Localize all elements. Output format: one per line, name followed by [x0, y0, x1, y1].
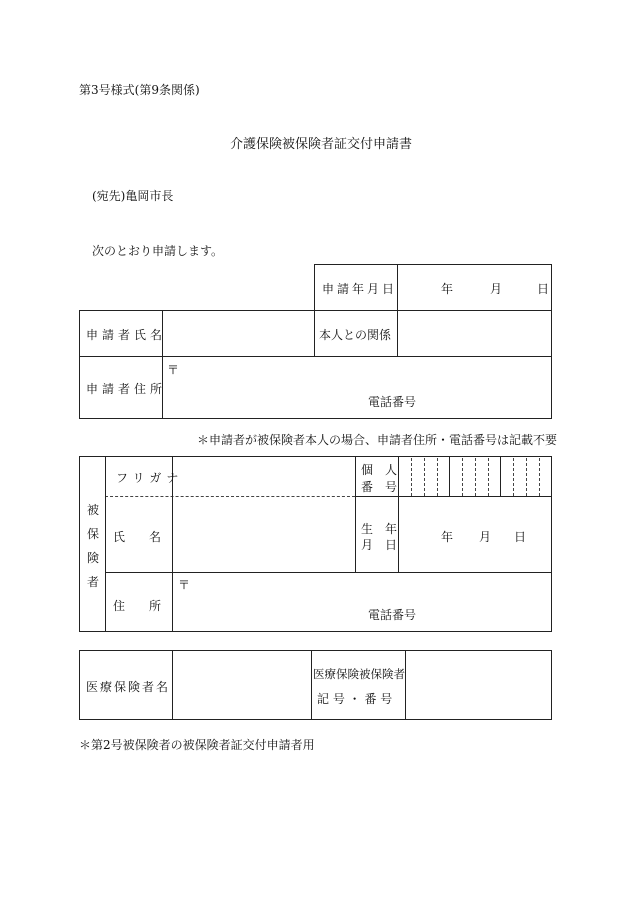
insured-label: 被保険者: [86, 503, 99, 589]
application-date-month: 月: [490, 282, 503, 296]
intro-text: 次のとおり申請します。: [92, 244, 224, 258]
furigana-field[interactable]: [178, 460, 350, 492]
insurer-name-field[interactable]: [178, 654, 306, 716]
applicant-name-label: 申請者氏名: [86, 328, 167, 342]
personal-number-label-2: 番 号: [361, 480, 398, 494]
insured-postal-mark: 〒: [178, 578, 191, 592]
addressee: (宛先)亀岡市長: [92, 189, 174, 203]
postal-mark: 〒: [167, 363, 180, 377]
personal-number-label-1: 個 人: [361, 463, 398, 477]
insurance-number-label-2: 記 号 ・ 番 号: [317, 692, 393, 706]
birth-label-2: 月 日: [361, 538, 398, 552]
page-title: 介護保険被保険者証交付申請書: [230, 137, 413, 152]
insurance-number-field[interactable]: [410, 654, 547, 716]
application-date-label: 申請年月日: [322, 282, 398, 296]
bottom-footnote: ＊第2号被保険者の被保険者証交付申請者用: [79, 738, 315, 752]
application-date-year: 年: [441, 282, 454, 296]
insurance-number-label-1: 医療保険被保険者: [313, 667, 405, 681]
birth-day: 日: [514, 530, 527, 544]
furigana-label: フリガナ: [116, 471, 184, 485]
birth-month: 月: [479, 530, 492, 544]
relation-label: 本人との関係: [319, 328, 392, 342]
applicant-footnote: ＊申請者が被保険者本人の場合、申請者住所・電話番号は記載不要: [197, 433, 558, 447]
insured-name-field[interactable]: [178, 500, 350, 568]
insured-phone-label: 電話番号: [368, 608, 417, 622]
applicant-name-field[interactable]: [168, 314, 308, 352]
application-date-day: 日: [537, 282, 550, 296]
birth-year: 年: [441, 530, 454, 544]
insured-address-label: 住 所: [113, 599, 162, 613]
insurer-name-label: 医療保険者名: [86, 680, 171, 694]
applicant-address-label: 申請者住所: [86, 382, 167, 396]
form-number: 第3号様式(第9条関係): [79, 83, 200, 97]
birth-label-1: 生 年: [361, 522, 398, 536]
relation-field[interactable]: [402, 314, 547, 352]
phone-label: 電話番号: [368, 395, 417, 409]
insured-name-label: 氏 名: [113, 530, 162, 544]
